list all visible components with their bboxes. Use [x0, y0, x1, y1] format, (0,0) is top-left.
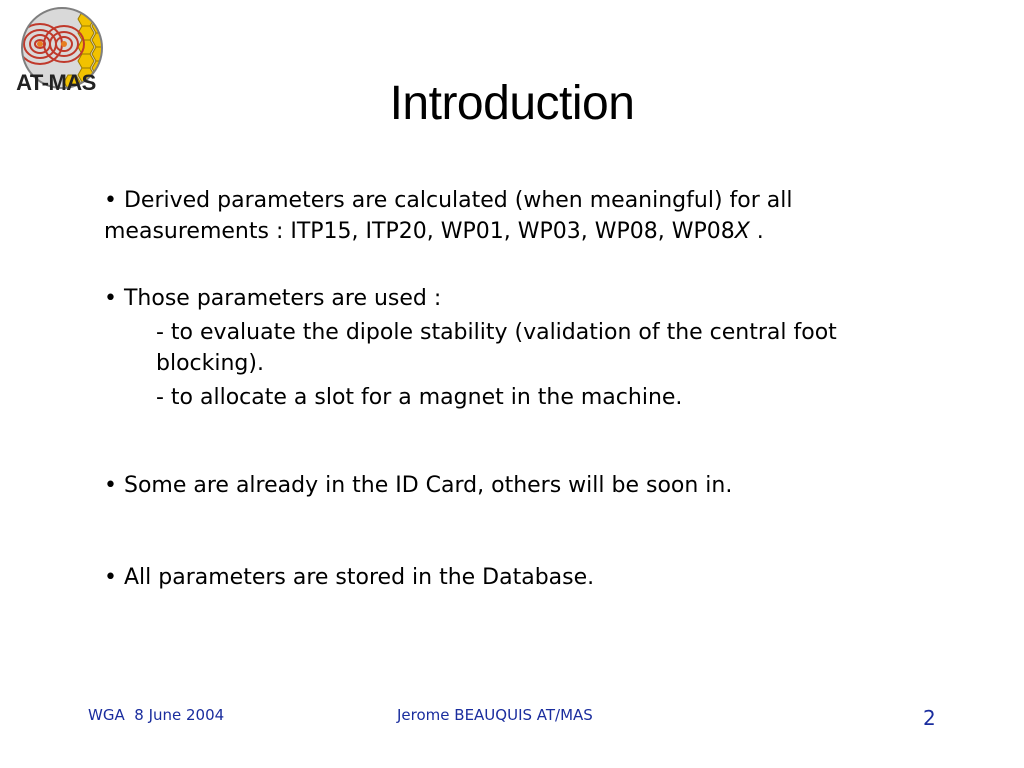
bullet-database	[104, 562, 924, 593]
page-number: 2	[923, 706, 936, 730]
bullet-text-end: .	[749, 219, 764, 244]
bullet-id-card	[104, 470, 924, 501]
bullet-marker: •	[104, 188, 117, 213]
bullet-marker: •	[104, 473, 117, 498]
bullet-marker: •	[104, 286, 117, 311]
bullet-text: Those parameters are used :	[123, 286, 442, 311]
bullet-text: All parameters are stored in the Database.	[123, 565, 595, 590]
bullet-text-italic: X	[734, 219, 750, 244]
logo-text: AT-MAS	[16, 70, 96, 95]
footer-author: Jerome BEAUQUIS AT/MAS	[397, 706, 593, 724]
bullet-marker: •	[104, 565, 117, 590]
slide-title: Introduction	[389, 77, 635, 130]
bullet-line	[104, 283, 924, 314]
footer-date: WGA 8 June 2004	[88, 706, 225, 724]
sub-item-dipole-stability: - to evaluate the dipole stability (validation of the central foot blocking).	[156, 320, 837, 376]
bullet-text: Derived parameters are calculated (when meaningful) for all measurements : ITP15, ITP20, WP01, WP03, WP08, WP08	[104, 188, 793, 244]
slide-body	[104, 185, 924, 593]
bullet-parameters-used	[104, 283, 924, 413]
bullet-text: Some are already in the ID Card, others will be soon in.	[123, 473, 733, 498]
bullet-derived-parameters	[104, 185, 924, 247]
sub-item-allocate-slot: - to allocate a slot for a magnet in the machine.	[156, 385, 683, 410]
